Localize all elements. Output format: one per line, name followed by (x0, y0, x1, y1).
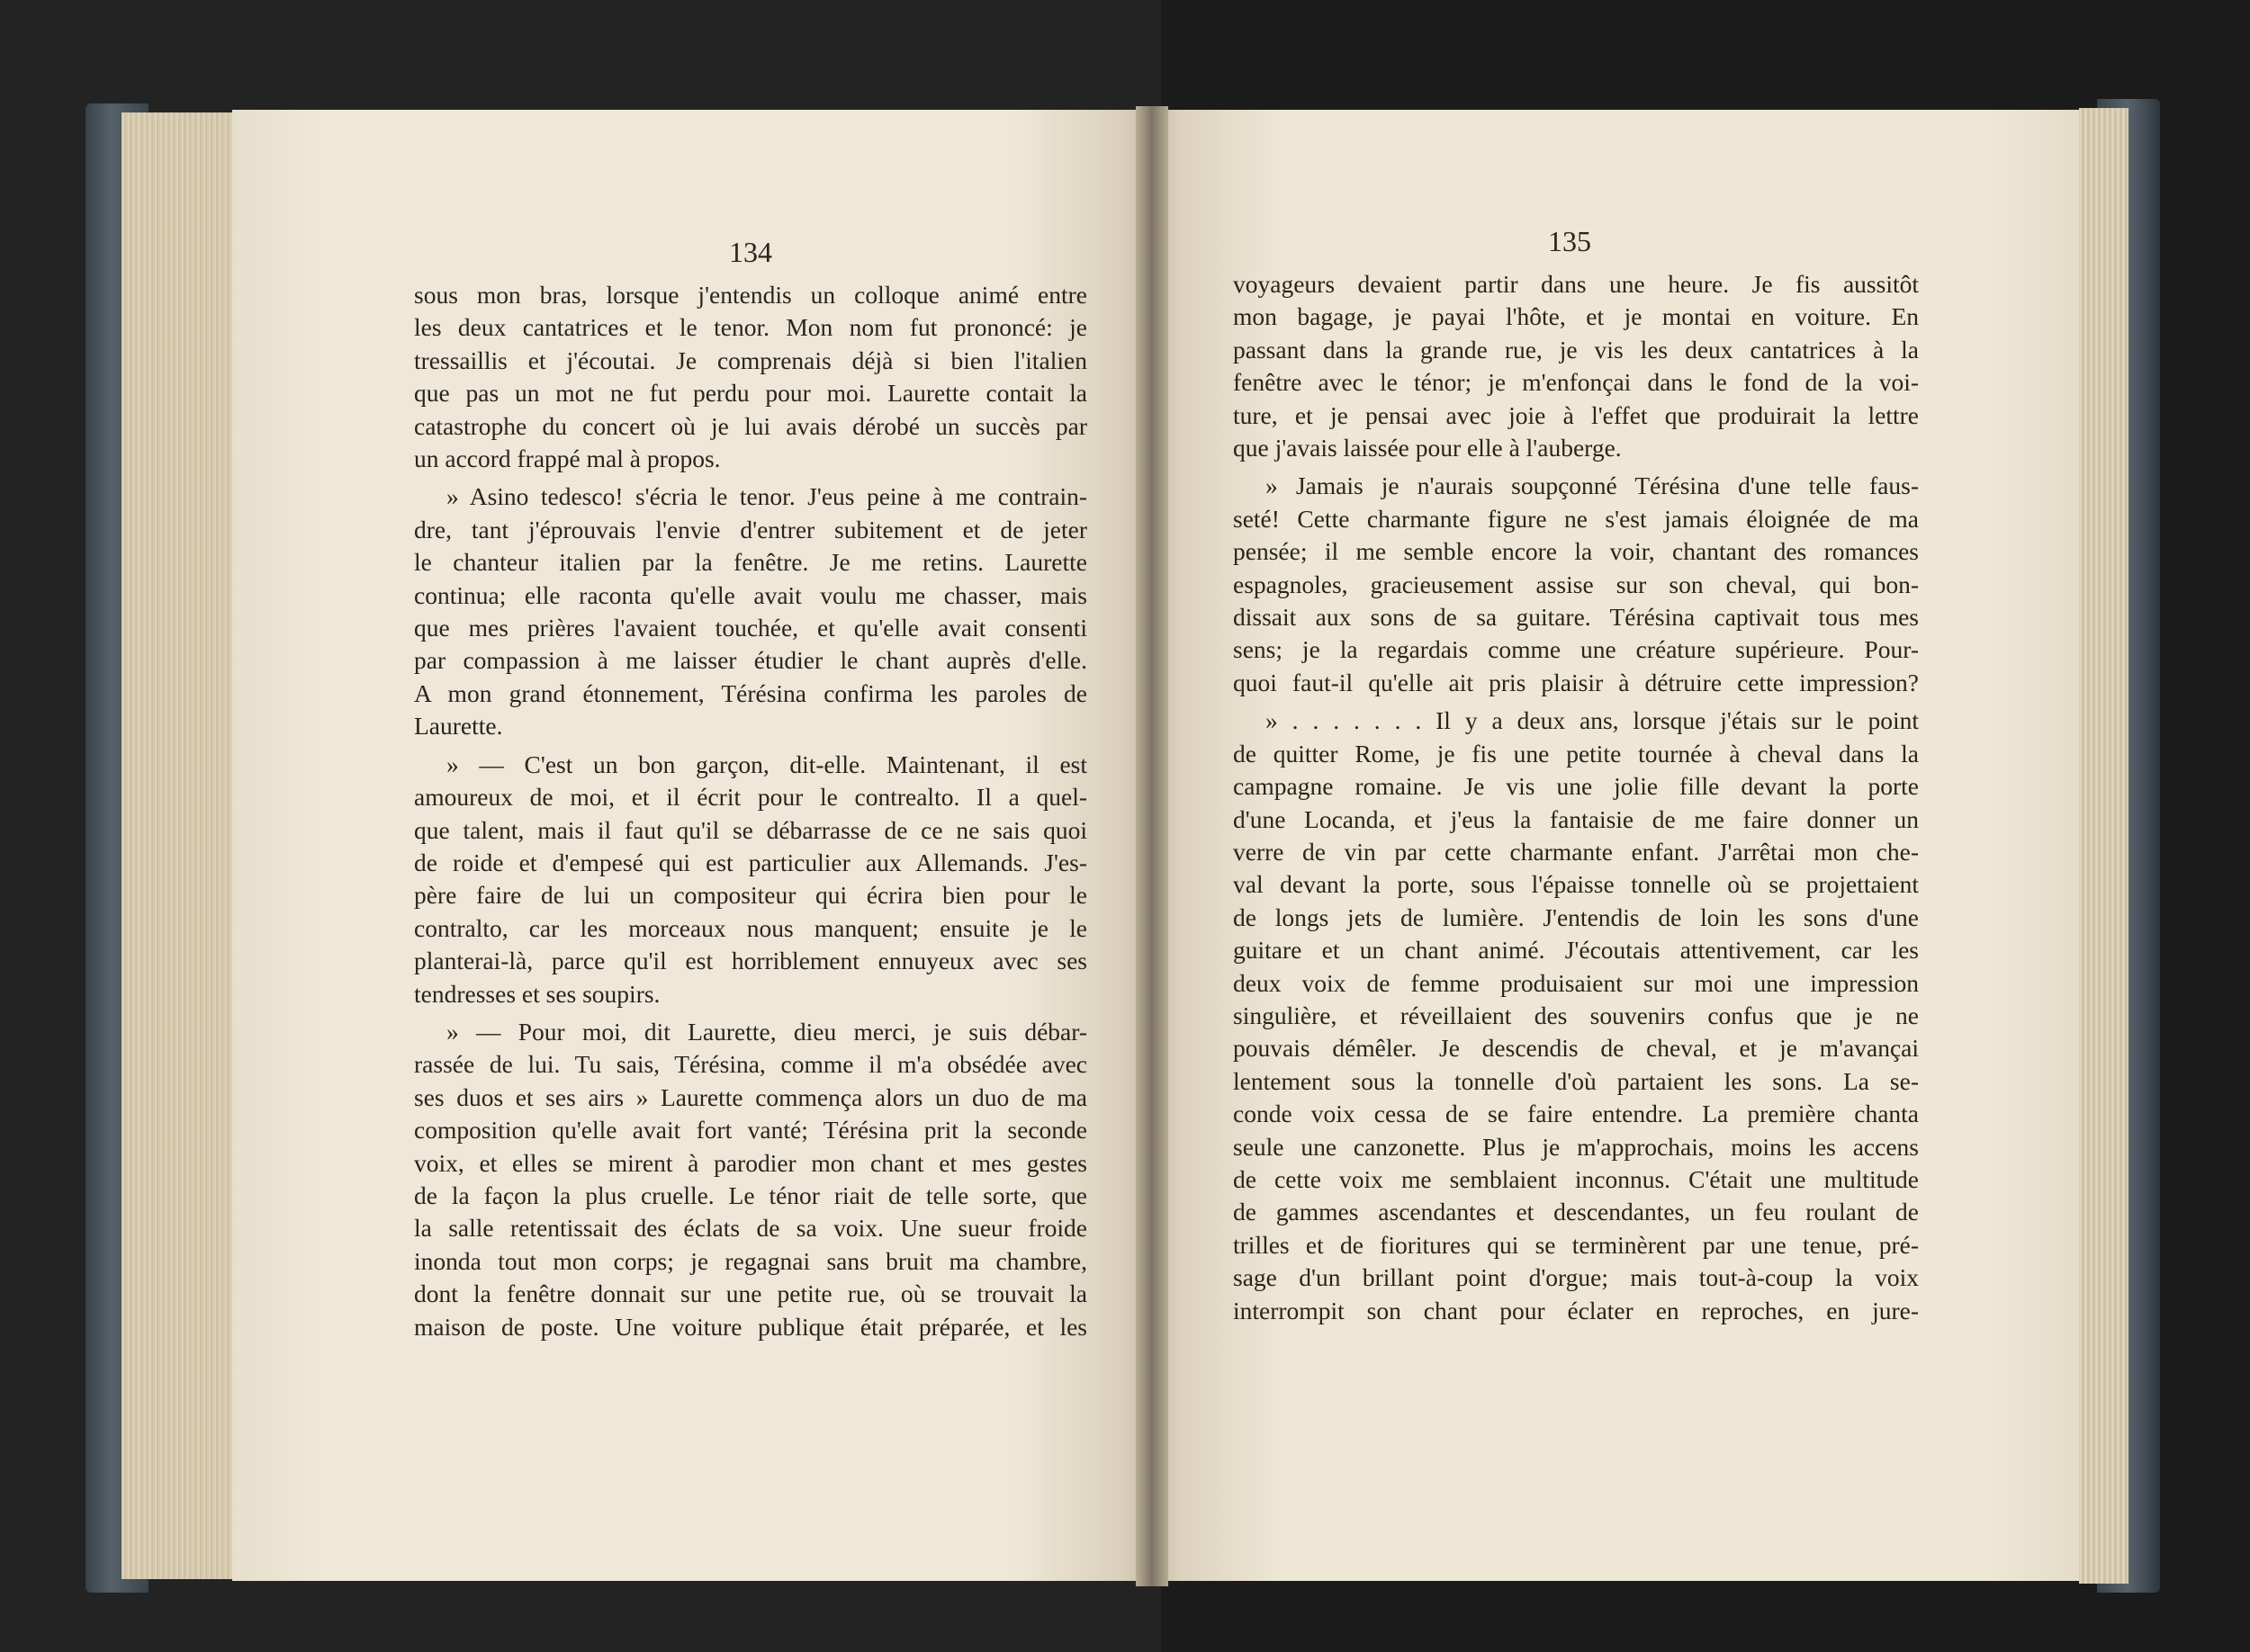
text-line: la salle retentissait des éclats de sa voix. Une sueur froide (414, 1214, 1087, 1243)
text-line: sous mon bras, lorsque j'entendis un colloque animé entre (414, 281, 1087, 309)
text-line: fenêtre avec le ténor; je m'enfonçai dans le fond de la voi- (1233, 368, 1919, 397)
text-line: catastrophe du concert où je lui avais dérobé un succès par (414, 411, 1087, 440)
text-line: de cette voix me semblaient inconnus. C'était une multitude (1233, 1164, 1919, 1193)
right-page-text (1233, 268, 1919, 1327)
text-line: un accord frappé mal à propos. (414, 444, 721, 473)
text-line: lentement sous la tonnelle d'où partaient les sons. La se- (1233, 1066, 1919, 1095)
text-line: seté! Cette charmante figure ne s'est jamais éloignée de ma (1233, 504, 1919, 533)
text-line: de gammes ascendantes et descendantes, un feu roulant de (1233, 1198, 1919, 1226)
text-line: que mes prières l'avaient touchée, et qu'elle avait consenti (414, 614, 1087, 642)
text-line: voyageurs devaient partir dans une heure. Je fis aussitôt (1233, 270, 1919, 298)
page-edges-right (2079, 108, 2128, 1584)
text-line: voix, et elles se mirent à parodier mon chant et mes gestes (414, 1148, 1087, 1177)
text-line: trilles et de fioritures qui se terminèrent par une tenue, pré- (1233, 1230, 1919, 1259)
text-line: singulière, et réveillaient des souvenirs confus que je ne (1233, 1001, 1919, 1029)
text-line: ses duos et ses airs » Laurette commença alors un duo de ma (414, 1082, 1087, 1111)
text-line: A mon grand étonnement, Térésina confirma les paroles de (414, 678, 1087, 707)
text-line: » — C'est un bon garçon, dit-elle. Maintenant, il est (446, 750, 1087, 778)
text-line: tressaillis et j'écoutai. Je comprenais déjà si bien l'italien (414, 346, 1087, 374)
text-line: guitare et un chant animé. J'écoutais attentivement, car les (1233, 936, 1919, 965)
text-line: que j'avais laissée pour elle à l'auberge. (1233, 434, 1622, 462)
text-line: conde voix cessa de se faire entendre. La première chanta (1233, 1100, 1919, 1128)
text-line: rassée de lui. Tu sais, Térésina, comme il m'a obsédée avec (414, 1050, 1087, 1079)
text-line: ture, et je pensai avec joie à l'effet que produirait la lettre (1233, 400, 1919, 429)
text-line: maison de poste. Une voiture publique était préparée, et les (414, 1312, 1087, 1341)
text-line: quoi faut-il qu'elle ait pris plaisir à détruire cette impression? (1233, 668, 1919, 696)
text-line: val devant la porte, sous l'épaisse tonnelle où se projettaient (1233, 870, 1919, 899)
text-line: continua; elle raconta qu'elle avait voulu me chasser, mais (414, 580, 1087, 609)
text-line: campagne romaine. Je vis une jolie fille devant la porte (1233, 772, 1919, 801)
text-line: sens; je la regardais comme une créature supérieure. Pour- (1233, 635, 1919, 664)
text-line: contralto, car les morceaux nous manquent; ensuite je le (414, 913, 1087, 942)
text-line: Laurette. (414, 712, 503, 741)
text-line: dissait aux sons de sa guitare. Térésina captivait tous mes (1233, 603, 1919, 632)
text-line: que pas un mot ne fut perdu pour moi. Laurette contait la (414, 379, 1087, 408)
page-edges-left (122, 112, 234, 1579)
text-line: de roide et d'empesé qui est particulier aux Allemands. J'es- (414, 848, 1087, 876)
text-line: interrompit son chant pour éclater en reproches, en jure- (1233, 1296, 1919, 1324)
text-line: père faire de lui un compositeur qui écrira bien pour le (414, 881, 1087, 910)
text-line: » Jamais je n'aurais soupçonné Térésina d'une telle faus- (1265, 471, 1919, 500)
text-line: deux voix de femme produisaient sur moi une impression (1233, 968, 1919, 997)
text-line: dre, tant j'éprouvais l'envie d'entrer subitement et de jeter (414, 515, 1087, 543)
text-line: seule une canzonette. Plus je m'approchais, moins les accens (1233, 1132, 1919, 1161)
text-line: mon bagage, je payai l'hôte, et je montai en voiture. En (1233, 302, 1919, 331)
text-line: composition qu'elle avait fort vanté; Térésina prit la seconde (414, 1116, 1087, 1145)
text-line: les deux cantatrices et le tenor. Mon nom fut prononcé: je (414, 313, 1087, 342)
book-gutter (1136, 106, 1168, 1586)
text-line: pouvais démêler. Je descendis de cheval, et je m'avançai (1233, 1034, 1919, 1063)
text-line: planterai-là, parce qu'il est horriblement ennuyeux avec ses (414, 947, 1087, 975)
text-line: amoureux de moi, et il écrit pour le contrealto. Il a quel- (414, 783, 1087, 812)
text-line: tendresses et ses soupirs. (414, 979, 661, 1008)
text-line: inonda tout mon corps; je regagnai sans bruit ma chambre, (414, 1246, 1087, 1275)
text-line: » Asino tedesco! s'écria le tenor. J'eus peine à me contrain- (446, 482, 1087, 511)
text-line: verre de vin par cette charmante enfant. J'arrêtai mon che- (1233, 837, 1919, 866)
left-page-text (414, 279, 1087, 1343)
text-line: que talent, mais il faut qu'il se débarrasse de ce ne sais quoi (414, 815, 1087, 844)
text-line: de quitter Rome, je fis une petite tournée à cheval dans la (1233, 739, 1919, 768)
text-line: espagnoles, gracieusement assise sur son cheval, qui bon- (1233, 570, 1919, 598)
text-line: » . . . . . . . Il y a deux ans, lorsque j'étais sur le point (1265, 706, 1919, 735)
text-line: par compassion à me laisser étudier le chant auprès d'elle. (414, 646, 1087, 675)
page-number-right: 135 (1548, 225, 1591, 257)
text-line: pensée; il me semble encore la voir, chantant des romances (1233, 537, 1919, 566)
text-line: sage d'un brillant point d'orgue; mais tout-à-coup la voix (1233, 1263, 1919, 1292)
text-line: passant dans la grande rue, je vis les deux cantatrices à la (1233, 335, 1919, 364)
text-line: dont la fenêtre donnait sur une petite rue, où se trouvait la (414, 1279, 1087, 1308)
text-line: » — Pour moi, dit Laurette, dieu merci, je suis débar- (446, 1017, 1087, 1046)
text-line: de la façon la plus cruelle. Le ténor riait de telle sorte, que (414, 1181, 1087, 1209)
text-line: de longs jets de lumière. J'entendis de loin les sons d'une (1233, 902, 1919, 931)
text-line: le chanteur italien par la fenêtre. Je me retins. Laurette (414, 548, 1087, 577)
text-line: d'une Locanda, et j'eus la fantaisie de me faire donner un (1233, 804, 1919, 833)
page-number-left: 134 (729, 236, 772, 268)
